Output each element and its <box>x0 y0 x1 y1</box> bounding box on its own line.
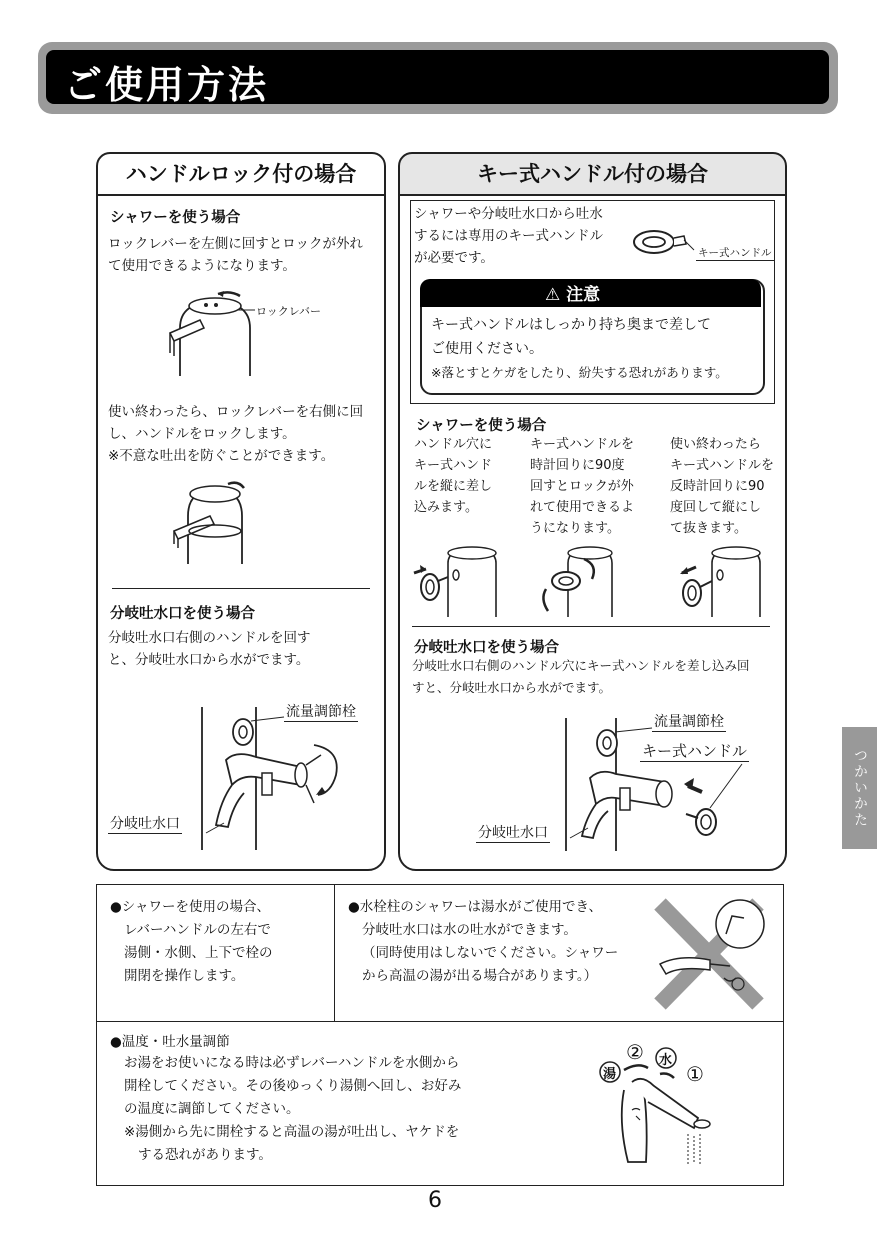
note1: ●シャワーを使用の場合、 レバーハンドルの左右で 湯側・水側、上下で栓の 開閉を操作します。 <box>110 899 273 984</box>
caution-title-wrap <box>545 280 600 305</box>
caution-title: 注意 <box>566 285 601 305</box>
note3-heading: ●温度・吐水量調節 <box>110 1034 230 1050</box>
key-handle-icon <box>632 224 702 264</box>
right-key-handle-label: キー式ハンドル <box>642 742 748 760</box>
right-panel-tab: キー式ハンドル付の場合 <box>398 152 787 196</box>
page-number: 6 <box>428 1188 442 1213</box>
step-num-1: ① <box>686 1062 704 1086</box>
right-branch-outlet-label: 分岐吐水口 <box>476 822 550 843</box>
step3-illustration <box>676 545 766 620</box>
hot-label: 湯 <box>603 1067 617 1082</box>
left-divider <box>112 588 370 589</box>
cold-label: 水 <box>659 1053 673 1068</box>
right-branch-text: 分岐吐水口右側のハンドル穴にキー式ハンドルを差し込み回 すと、分岐吐水口から水がでます。 <box>412 658 750 695</box>
lock-lever-illustration-locked <box>170 476 270 571</box>
key-intro-text: シャワーや分岐吐水口から吐水 するには専用のキー式ハンドル が必要です。 <box>414 206 603 266</box>
notes-divider-h <box>96 1021 783 1022</box>
left-branch-text: 分岐吐水口右側のハンドルを回す と、分岐吐水口から水がでます。 <box>108 630 311 668</box>
page-title: ご使用方法 <box>64 63 270 107</box>
no-simultaneous-use-illustration <box>640 894 770 1019</box>
branch-outlet-illustration <box>196 705 356 855</box>
step1-text: ハンドル穴に キー式ハンド ルを縦に差し 込みます。 <box>414 437 493 515</box>
caution-text: キー式ハンドルはしっかり持ち奥まで差して ご使用ください。 ※落とすとケガをしたり、紛失する恐れがあります。 <box>431 317 728 380</box>
note3-text: お湯をお使いになる時は必ずレバーハンドルを水側から 開栓してください。その後ゆっくり湯側へ回し、お好み の温度に調節してください。 ※湯側から先に開栓すると高温の湯が吐出し、ヤケドを する恐れがあります。 <box>124 1055 462 1163</box>
left-after-text: 使い終わったら、ロックレバーを右側に回 し、ハンドルをロックします。 ※不意な吐出を防ぐことができます。 <box>108 404 364 464</box>
right-shower-heading: シャワーを使う場合 <box>416 418 547 434</box>
left-branch-heading: 分岐吐水口を使う場合 <box>110 606 255 622</box>
lock-lever-label: ロックレバー <box>256 305 322 318</box>
branch-outlet-label: 分岐吐水口 <box>108 813 182 834</box>
step2-illustration <box>534 545 624 620</box>
left-shower-heading: シャワーを使う場合 <box>110 210 241 226</box>
right-branch-heading: 分岐吐水口を使う場合 <box>414 640 559 656</box>
step3-text: 使い終わったら キー式ハンドルを 反時計回りに90 度回して縦にし て抜きます。 <box>670 437 775 536</box>
left-panel-tab: ハンドルロック付の場合 <box>96 152 386 196</box>
flow-valve-label: 流量調節栓 <box>284 701 358 722</box>
step1-illustration <box>412 545 502 620</box>
left-shower-text: ロックレバーを左側に回すとロックが外れ て使用できるようになります。 <box>108 236 364 274</box>
note2: ●水栓柱のシャワーは湯水がご使用でき、 分岐吐水口は水の吐水ができます。 （同時使用はしないでください。シャワー から高温の湯が出る場合があります。） <box>348 899 619 984</box>
warning-icon: ⚠ <box>545 285 561 305</box>
right-flow-valve-label: 流量調節栓 <box>652 711 726 732</box>
key-branch-illustration <box>560 716 760 856</box>
right-divider <box>412 626 770 627</box>
key-handle-label: キー式ハンドル <box>698 247 772 259</box>
side-tab[interactable]: つかいかた <box>842 727 877 849</box>
step2-text: キー式ハンドルを 時計回りに90度 回すとロックが外 れて使用できるよ うになります。 <box>530 437 635 536</box>
notes-divider-v <box>334 884 335 1021</box>
step-num-2: ② <box>626 1040 644 1064</box>
